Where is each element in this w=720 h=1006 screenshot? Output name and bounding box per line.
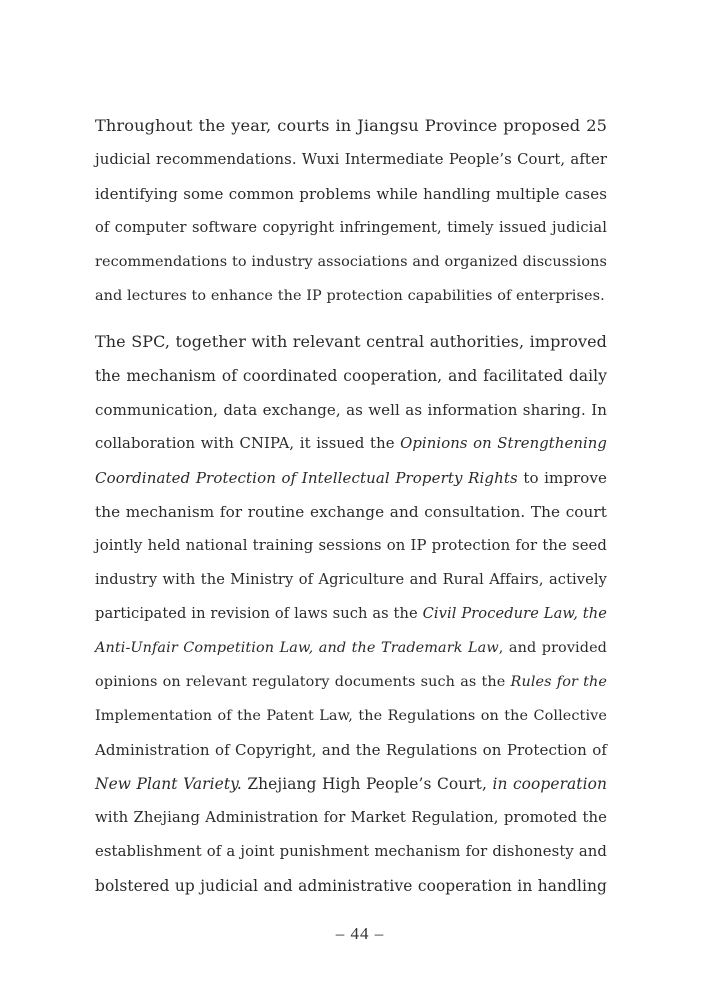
text-segment: Zhejiang High People’s Court, [241,775,493,793]
page-number: – 44 – [335,924,385,943]
text-segment: , and provided [498,640,607,656]
text-line: jointly held national training sessions on IP protection for the seed [95,537,607,554]
text-segment: collaboration with CNIPA, it issued the [95,435,401,452]
italic-title: Rules for the [510,674,607,690]
text-line [95,597,607,631]
text-line [95,631,607,665]
italic-title: Civil Procedure Law, the [422,605,607,622]
text-line: and lectures to enhance the IP protection capabilities of enterprises. [95,288,605,304]
italic-title: Opinions on Strengthening [400,435,607,452]
text-line: the mechanism for routine exchange and consultation. The court [95,503,607,521]
text-line: communication, data exchange, as well as information sharing. In [95,401,607,419]
italic-phrase: in cooperation [492,775,607,793]
text-line: with Zhejiang Administration for Market Regulation, promoted the [95,809,607,826]
text-line: of computer software copyright infringement, timely issued judicial [95,219,607,236]
text-line [95,665,607,699]
text-line: judicial recommendations. Wuxi Intermediate People’s Court, after [95,151,607,168]
text-line-italic: Administration of Copyright, and the Regulations on Protection of [95,741,607,759]
text-segment: participated in revision of laws such as the [95,605,423,622]
text-line-italic: Implementation of the Patent Law, the Regulations on the Collective [95,708,607,724]
text-line: recommendations to industry associations and organized discussions [95,254,607,270]
text-line [95,461,607,495]
text-segment: opinions on relevant regulatory documents such as the [95,674,511,690]
paragraph-spc-cooperation [95,325,607,903]
text-line: industry with the Ministry of Agriculture and Rural Affairs, actively [95,571,607,588]
paragraph-jiangsu-recommendations [95,109,607,313]
text-line [95,767,607,801]
italic-title: Coordinated Protection of Intellectual Property Rights [95,469,518,487]
italic-title: New Plant Variety. [95,775,242,793]
text-line: the mechanism of coordinated cooperation, and facilitated daily [95,367,607,385]
text-line: identifying some common problems while handling multiple cases [95,185,607,203]
text-line: establishment of a joint punishment mechanism for dishonesty and [95,843,607,860]
text-segment: to improve [517,469,607,487]
text-line [95,427,607,461]
text-line: Throughout the year, courts in Jiangsu Province proposed 25 [95,116,607,135]
text-line: The SPC, together with relevant central authorities, improved [95,332,607,351]
italic-title: Anti-Unfair Competition Law, and the Trademark Law [95,640,499,656]
text-line: bolstered up judicial and administrative cooperation in handling [95,877,607,895]
